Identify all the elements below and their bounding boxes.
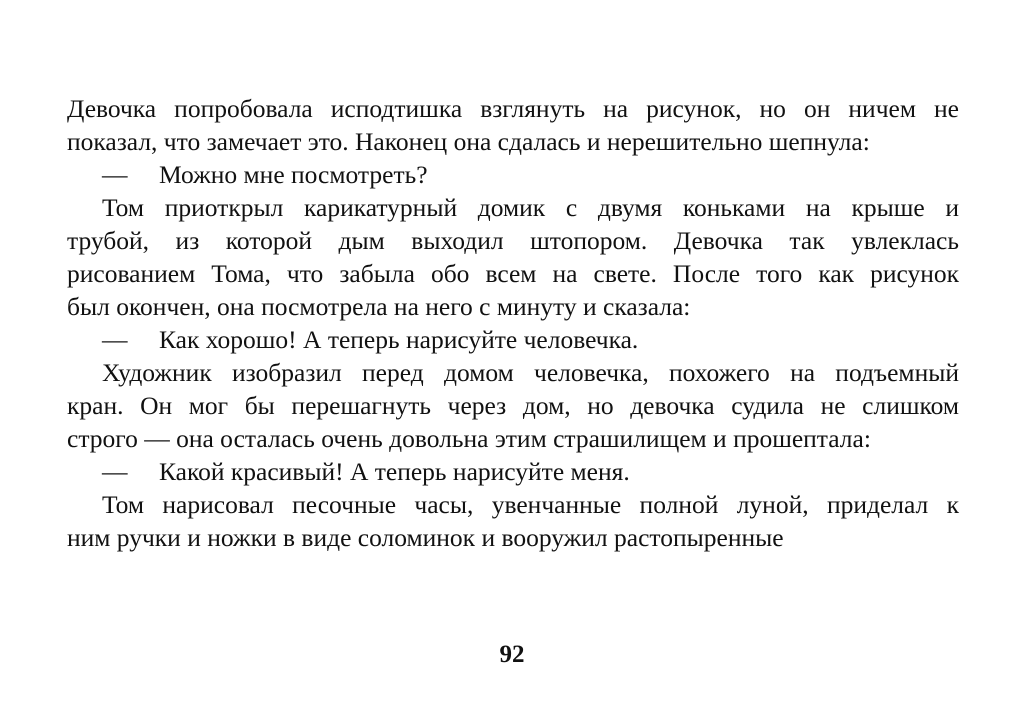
dialogue-line (67, 158, 959, 191)
body-text (67, 92, 959, 554)
dialogue-text: Как хорошо! А теперь нарисуйте человечка. (159, 325, 639, 354)
dialogue-text: Можно мне посмотреть? (159, 160, 428, 189)
dialogue-line (67, 455, 959, 488)
paragraph-start-line: Том приоткрыл карикатурный домик с двумя коньками на крыше и (102, 193, 959, 222)
page-number: 92 (499, 641, 525, 668)
paragraph-start-line: Художник изобразил перед домом человечка, похожего на подъемный (102, 358, 959, 387)
text-line: строго — она осталась очень довольна этим страшилищем и прошептала: (67, 424, 871, 453)
dialogue-dash: — (102, 325, 128, 354)
dialogue-dash: — (102, 160, 128, 189)
text-line: рисованием Тома, что забыла обо всем на свете. После того как рисунок (67, 259, 959, 288)
dialogue-dash: — (102, 457, 128, 486)
text-line: Девочка попробовала исподтишка взглянуть на рисунок, но он ничем не (67, 94, 959, 123)
text-line: показал, что замечает это. Наконец она сдалась и нерешительно шепнула: (67, 127, 870, 156)
dialogue-text: Какой красивый! А теперь нарисуйте меня. (159, 457, 630, 486)
text-line: был окончен, она посмотрела на него с минуту и сказала: (67, 292, 691, 321)
text-line: ним ручки и ножки в виде соломинок и вооружил растопыренные (67, 523, 784, 552)
text-line: трубой, из которой дым выходил штопором. Девочка так увлеклась (67, 226, 959, 255)
paragraph-start-line: Том нарисовал песочные часы, увенчанные полной луной, приделал к (102, 490, 959, 519)
dialogue-line (67, 323, 959, 356)
text-line: кран. Он мог бы перешагнуть через дом, но девочка судила не слишком (67, 391, 959, 420)
